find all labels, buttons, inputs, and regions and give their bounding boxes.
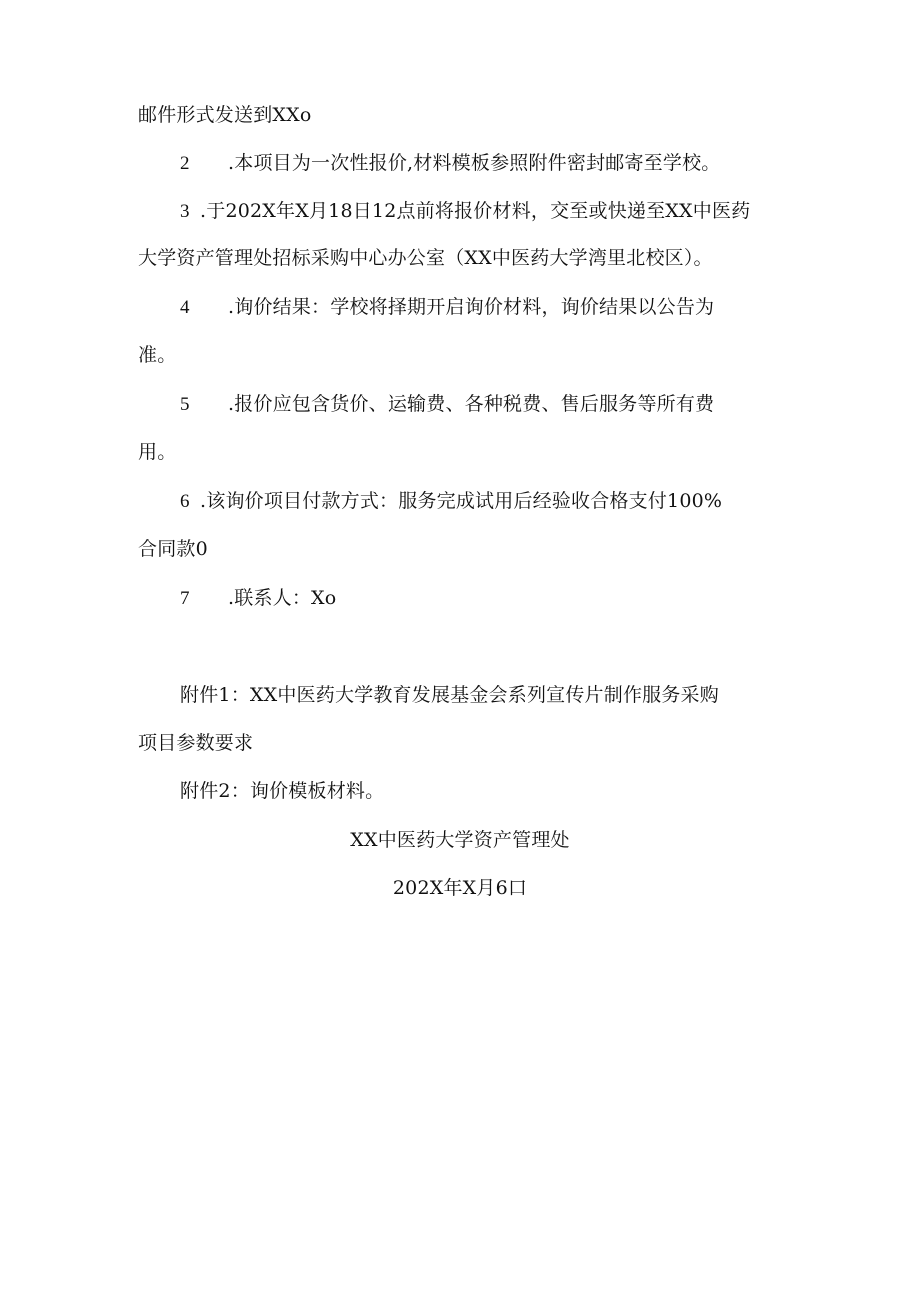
- item-number: 4: [180, 297, 190, 318]
- list-item-2: [180, 151, 720, 176]
- list-item-5: [180, 392, 714, 417]
- paragraph-line: [138, 731, 253, 755]
- line-text: 用。: [138, 441, 177, 463]
- line-text: .本项目为一次性报价,材料模板参照附件密封邮寄至学校。: [228, 152, 721, 174]
- list-item-7: [180, 586, 336, 611]
- attachment-1: [180, 683, 719, 707]
- line-text: .联系人：Xo: [228, 587, 337, 609]
- item-number: 3: [180, 201, 190, 222]
- org-text: XX中医药大学资产管理处: [350, 829, 570, 851]
- list-item-4: [180, 295, 714, 320]
- line-text: .报价应包含货价、运输费、各种税费、售后服务等所有费: [228, 393, 715, 415]
- list-item-6: [180, 489, 722, 514]
- line-text: 附件1：XX中医药大学教育发展基金会系列宣传片制作服务采购: [180, 684, 719, 706]
- list-item-3: [180, 199, 750, 224]
- signature-date: [0, 876, 920, 900]
- line-text: .询价结果：学校将择期开启询价材料，询价结果以公告为: [228, 296, 715, 318]
- date-text: 202X年X月6口: [392, 877, 528, 899]
- item-number: 6: [180, 491, 190, 512]
- attachment-2: [180, 779, 384, 803]
- line-text: .该询价项目付款方式：服务完成试用后经验收合格支付100%: [200, 490, 723, 512]
- line-text: 合同款0: [138, 538, 208, 560]
- line-text: 准。: [138, 344, 177, 366]
- signature-org: [0, 828, 920, 852]
- line-text: .于202X年X月18日12点前将报价材料，交至或快递至XX中医药: [200, 200, 751, 222]
- paragraph-line: [138, 103, 312, 127]
- paragraph-line: [138, 537, 208, 561]
- item-number: 7: [180, 588, 190, 609]
- line-text: 大学资产管理处招标采购中心办公室（XX中医药大学湾里北校区）。: [138, 247, 713, 269]
- item-number: 2: [180, 153, 190, 174]
- line-text: 附件2：询价模板材料。: [180, 780, 385, 802]
- paragraph-line: [138, 246, 713, 270]
- paragraph-line: [138, 440, 176, 464]
- line-text: 邮件形式发送到XXo: [138, 104, 312, 126]
- line-text: 项目参数要求: [138, 732, 254, 754]
- item-number: 5: [180, 394, 190, 415]
- paragraph-line: [138, 343, 176, 367]
